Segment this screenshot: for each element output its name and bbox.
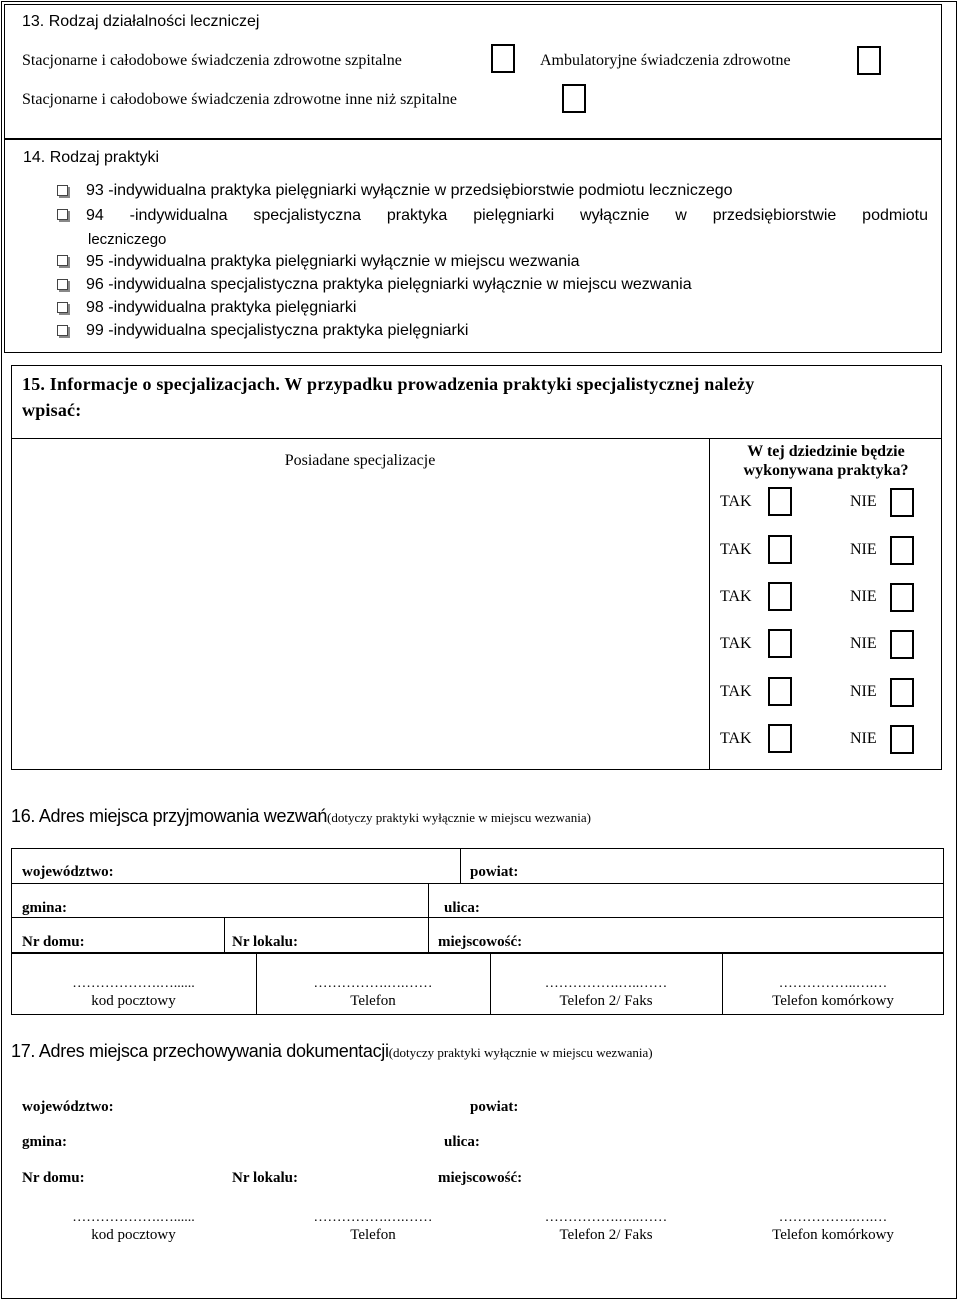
yes-checkbox[interactable] xyxy=(768,629,792,658)
yes-label: TAK xyxy=(720,588,752,605)
ulica-label: ulica: xyxy=(444,1134,480,1150)
section-15-title xyxy=(22,371,754,423)
col-specializations-header: Posiadane specjalizacje xyxy=(284,452,436,469)
ulica-label: ulica: xyxy=(444,900,480,916)
miejscowosc-label: miejscowość: xyxy=(438,934,523,950)
telefon-field[interactable]: …………….….…… xyxy=(313,976,433,991)
nr-domu-label: Nr domu: xyxy=(22,934,85,950)
no-label: NIE xyxy=(850,588,877,605)
yes-label: TAK xyxy=(720,683,752,700)
wojewodztwo-label: województwo: xyxy=(22,1099,114,1115)
practice-94-checkbox[interactable] xyxy=(57,209,68,220)
miejscowosc-label: miejscowość: xyxy=(438,1170,523,1186)
telefon-label: Telefon xyxy=(350,1227,396,1243)
practice-95-label: 95 -indywidualna praktyka pielęgniarki wyłącznie w miejscu wezwania xyxy=(86,253,580,270)
opt-stacjonarne-szpitalne-checkbox[interactable] xyxy=(491,44,515,73)
no-label: NIE xyxy=(850,635,877,652)
no-label: NIE xyxy=(850,683,877,700)
nr-lokalu-label: Nr lokalu: xyxy=(232,1170,298,1186)
practice-99-checkbox[interactable] xyxy=(57,325,68,336)
yes-checkbox[interactable] xyxy=(768,677,792,706)
opt-ambulatoryjne-label: Ambulatoryjne świadczenia zdrowotne xyxy=(540,52,791,69)
telefon-faks-label: Telefon 2/ Faks xyxy=(559,993,653,1009)
kod-pocztowy-label: kod pocztowy xyxy=(91,1227,176,1243)
yes-checkbox[interactable] xyxy=(768,724,792,753)
col-practice-header-line1: W tej dziedzinie będzie xyxy=(747,443,905,460)
opt-stacjonarne-inne-label: Stacjonarne i całodobowe świadczenia zdrowotne inne niż szpitalne xyxy=(22,91,457,108)
practice-93-label: 93 -indywidualna praktyka pielęgniarki wyłącznie w przedsiębiorstwie podmiotu leczniczego xyxy=(86,182,733,199)
specializations-table xyxy=(11,438,942,770)
col-practice-header xyxy=(710,442,942,480)
yes-label: TAK xyxy=(720,730,752,747)
practice-99-label: 99 -indywidualna specjalistyczna praktyka pielęgniarki xyxy=(86,322,469,339)
section-16-title: 16. Adres miejsca przyjmowania wezwań xyxy=(11,806,328,826)
telefon-komorkowy-field[interactable]: ……………..….… xyxy=(778,976,888,991)
col-divider xyxy=(460,848,461,883)
powiat-label: powiat: xyxy=(470,864,519,880)
section-14-title: 14. Rodzaj praktyki xyxy=(23,149,160,166)
opt-stacjonarne-inne-checkbox[interactable] xyxy=(562,84,586,113)
kod-pocztowy-field[interactable]: ……………….…...... xyxy=(72,1210,195,1225)
practice-94-label: 94 -indywidualna specjalistyczna praktyka pielęgniarki wyłącznie w przedsiębiorstwie podmiotu xyxy=(86,207,928,224)
kod-pocztowy-label: kod pocztowy xyxy=(91,993,176,1009)
no-label: NIE xyxy=(850,730,877,747)
practice-96-checkbox[interactable] xyxy=(57,279,68,290)
table-divider xyxy=(709,438,710,770)
telefon-field[interactable]: …………….….…… xyxy=(313,1210,433,1225)
yes-checkbox[interactable] xyxy=(768,582,792,611)
no-checkbox[interactable] xyxy=(890,630,914,659)
yes-label: TAK xyxy=(720,541,752,558)
telefon-komorkowy-label: Telefon komórkowy xyxy=(772,1227,894,1243)
no-checkbox[interactable] xyxy=(890,583,914,612)
section-16-heading xyxy=(11,806,591,827)
kod-pocztowy-field[interactable]: ……………….…...... xyxy=(72,976,195,991)
practice-94-label-cont: leczniczego xyxy=(88,231,167,248)
no-label: NIE xyxy=(850,493,877,510)
practice-95-checkbox[interactable] xyxy=(57,255,68,266)
opt-ambulatoryjne-checkbox[interactable] xyxy=(857,46,881,75)
section-15-title-line2: wpisać: xyxy=(22,400,82,420)
row-divider xyxy=(11,883,944,884)
section-13-title: 13. Rodzaj działalności leczniczej xyxy=(22,13,260,30)
yes-checkbox[interactable] xyxy=(768,487,792,516)
powiat-label: powiat: xyxy=(470,1099,519,1115)
telefon-faks-label: Telefon 2/ Faks xyxy=(559,1227,653,1243)
yes-label: TAK xyxy=(720,493,752,510)
col-divider xyxy=(428,917,429,953)
section-17-title: 17. Adres miejsca przechowywania dokumentacji xyxy=(11,1041,389,1061)
section-17-heading xyxy=(11,1041,653,1062)
nr-lokalu-label: Nr lokalu: xyxy=(232,934,298,950)
nr-domu-label: Nr domu: xyxy=(22,1170,85,1186)
telefon-faks-field[interactable]: …………….…..…… xyxy=(544,1210,668,1225)
no-checkbox[interactable] xyxy=(890,536,914,565)
telefon-komorkowy-field[interactable]: ……………..….… xyxy=(778,1210,888,1225)
col-divider xyxy=(428,883,429,917)
section-16-note: (dotyczy praktyki wyłącznie w miejscu wezwania) xyxy=(327,810,591,825)
gmina-label: gmina: xyxy=(22,1134,67,1150)
telefon-label: Telefon xyxy=(350,993,396,1009)
no-checkbox[interactable] xyxy=(890,725,914,754)
section-17-note: (dotyczy praktyki wyłącznie w miejscu wezwania) xyxy=(388,1045,653,1060)
telefon-faks-field[interactable]: …………….…..…… xyxy=(544,976,668,991)
no-checkbox[interactable] xyxy=(890,488,914,517)
gmina-label: gmina: xyxy=(22,900,67,916)
no-checkbox[interactable] xyxy=(890,678,914,707)
col-practice-header-line2: wykonywana praktyka? xyxy=(743,462,909,479)
col-divider xyxy=(224,917,225,953)
yes-checkbox[interactable] xyxy=(768,535,792,564)
no-label: NIE xyxy=(850,541,877,558)
telefon-komorkowy-label: Telefon komórkowy xyxy=(772,993,894,1009)
practice-98-label: 98 -indywidualna praktyka pielęgniarki xyxy=(86,299,357,316)
wojewodztwo-label: województwo: xyxy=(22,864,114,880)
yes-label: TAK xyxy=(720,635,752,652)
practice-96-label: 96 -indywidualna specjalistyczna praktyka pielęgniarki wyłącznie w miejscu wezwania xyxy=(86,276,692,293)
practice-98-checkbox[interactable] xyxy=(57,302,68,313)
practice-93-checkbox[interactable] xyxy=(57,185,68,196)
section-15-title-line1: 15. Informacje o specjalizacjach. W przypadku prowadzenia praktyki specjalistycznej należy xyxy=(22,374,755,394)
row-divider xyxy=(11,917,944,918)
opt-stacjonarne-szpitalne-label: Stacjonarne i całodobowe świadczenia zdrowotne szpitalne xyxy=(22,52,402,69)
